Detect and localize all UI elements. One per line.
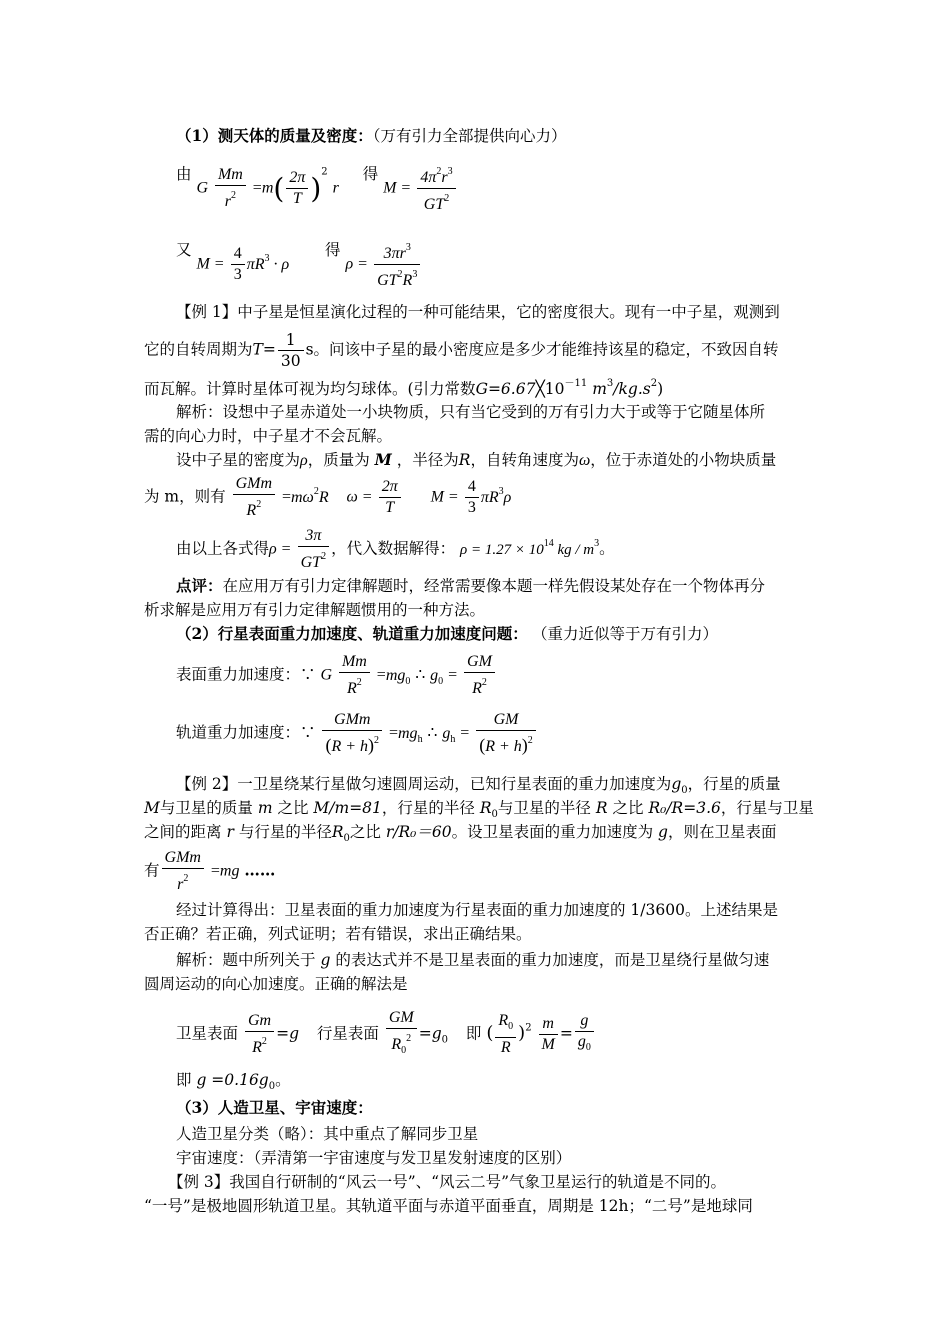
- example-2-text-3b: 与行星的半径: [238, 823, 332, 841]
- example-1-line-3: 而瓦解。计算时星体可视为均匀球体。(引力常数$G=6.67╳10^{-11}$ $m^3/kg.s^2$): [144, 378, 664, 398]
- result-value: ρ = 1.27 × 10: [460, 541, 544, 558]
- example-1-label: 【例 1】: [176, 303, 238, 321]
- example-2-solution: 卫星表面 $\frac{Gm}{R^2}$ =g 行星表面 $\frac{GM}{R_0^2}$ $=g_0$ 即 ( $\frac{R_0}{R}$ )$^2$ $\frac{m}{M}$ = $\frac{g}{g_0}$: [176, 1008, 596, 1061]
- unit-m: m: [592, 380, 607, 398]
- result-exponent: 14: [543, 537, 554, 549]
- word-ji: 即: [465, 1024, 482, 1043]
- ratio-distance: r/R₀＝60: [385, 823, 452, 841]
- review-text-1: 在应用万有引力定律解题时，经常需要像本题一样先假设某处存在一个物体再分: [222, 577, 766, 595]
- ratio-radius: R₀/R=3.6: [648, 799, 721, 817]
- example-2-text-1: 一卫星绕某行星做匀速圆周运动，已知行星表面的重力加速度为: [237, 775, 672, 793]
- setup-text-d: ，自转角速度为: [470, 451, 579, 469]
- unit-rest: /kg.s: [613, 380, 651, 398]
- word-you-2: 有: [144, 861, 160, 880]
- ellipsis: ……: [244, 860, 276, 880]
- example-2-calc-1: 经过计算得出：卫星表面的重力加速度为行星表面的重力加速度的 1/3600。上述结果是: [176, 901, 778, 919]
- example-1-text-2a: 它的自转周期为: [144, 340, 253, 359]
- example-2-calc-2: 否正确？若正确，列式证明；若有错误，求出正确结果。: [144, 925, 532, 943]
- section-2-title: （2）行星表面重力加速度、轨道重力加速度问题：: [176, 624, 528, 643]
- sat-surface-label: 卫星表面: [176, 1024, 239, 1043]
- example-2-text-2a: 与卫星的质量: [159, 799, 253, 817]
- example-2-text-3e: ，则在卫星表面: [667, 823, 777, 841]
- section-1-note: （万有引力全部提供向心力）: [372, 127, 567, 145]
- orbit-label: 轨道重力加速度：∵: [176, 723, 316, 742]
- surface-label: 表面重力加速度：∵: [176, 665, 316, 684]
- example-1-review-1: [176, 576, 765, 596]
- example-2-line-1: 【例 2】一卫星绕某行星做匀速圆周运动，已知行星表面的重力加速度为$g_0$，行星的质量: [176, 775, 781, 796]
- setup-text-c: ，半径为: [396, 451, 459, 469]
- example-2-text-1b: ，行星的质量: [687, 775, 781, 793]
- review-label: 点评：: [176, 576, 223, 595]
- setup-text-f: 为 m，则有: [144, 487, 226, 506]
- section-2-note: （重力近似等于万有引力）: [539, 625, 719, 643]
- section-1-heading: [176, 126, 567, 146]
- section-3-heading: （3）人造卫星、宇宙速度：: [176, 1098, 373, 1117]
- ten: 10: [544, 380, 565, 398]
- example-1-result: 由以上各式得ρ = $\frac{3\pi}{GT^2}$ ，代入数据解得： $\rho = 1.27 \times 10^{14}$ kg / $m^3$。: [176, 527, 615, 571]
- word-by: 由: [176, 165, 192, 183]
- result-end: 。: [599, 539, 615, 558]
- example-3-label: 【例 3】: [168, 1173, 230, 1191]
- example-2-equation: 有 $\frac{\text{GMm}}{r^2}$ =mg ……: [144, 849, 276, 893]
- example-3-line-1: [168, 1172, 726, 1192]
- result-pre: 由以上各式得: [176, 539, 270, 558]
- example-2-text-3a: 之间的距离: [144, 823, 222, 841]
- example-2-line-2: M与卫星的质量 m 之比 M/m=81，行星的半径 $R_0$与卫星的半径 R 之比 R₀/R=3.6，行星与卫星: [144, 799, 814, 820]
- answer-value: g =0.16g: [196, 1071, 269, 1089]
- result-unit: kg / m: [557, 541, 595, 558]
- example-2-answer: 即 $g =0.16g_0$。: [176, 1071, 291, 1092]
- result-mid: ，代入数据解得：: [331, 539, 456, 558]
- setup-text-e: ，位于赤道处的小物块质量: [590, 451, 777, 469]
- section-2-heading: [176, 624, 718, 644]
- example-2-text-2d: 与卫星的半径: [497, 799, 591, 817]
- analysis-text-b: 的表达式并不是卫星表面的重力加速度，而是卫星绕行星做匀速: [335, 951, 770, 969]
- example-1-review-2: 析求解是应用万有引力定律解题惯用的一种方法。: [144, 601, 486, 619]
- example-2-analysis-1: 解析：题中所列关于 g 的表达式并不是卫星表面的重力加速度，而是卫星绕行星做匀速: [176, 951, 770, 969]
- example-3-line-2: “一号”是极地圆形轨道卫星。其轨道平面与赤道平面垂直，周期是 12h；“二号”是地球同: [144, 1197, 753, 1215]
- gravitational-constant: G=6.67: [475, 380, 536, 398]
- word-you: 又: [176, 241, 192, 259]
- example-1-text-3: 而瓦解。计算时星体可视为均匀球体。(引力常数: [144, 380, 476, 398]
- section-3-line-1: 人造卫星分类（略）：其中重点了解同步卫星: [176, 1125, 479, 1143]
- analysis-text-a: 解析：题中所列关于: [176, 951, 316, 969]
- equation-density: 又 M = $\frac{4}{3}$ $\pi R^3 \cdot \rho$ 得 ρ = $\frac{3\pi r^3}{GT^2R^3}$: [176, 238, 422, 291]
- section-3-line-2: 宇宙速度：（弄清第一宇宙速度与发卫星发射速度的区别）: [176, 1149, 572, 1167]
- example-2-text-3c: 之比: [349, 823, 381, 841]
- example-1-line-1: [176, 302, 780, 322]
- example-1-setup-2: 为 m，则有 $\frac{\text{GMm}}{R^2}$ $=m\omega^2R$ ω = $\frac{2\pi}{T}$ M = $\frac{4}{3}$ $\pi R^3\rho$: [144, 475, 512, 519]
- example-2-text-2b: 之比: [277, 799, 309, 817]
- example-2-label: 【例 2】: [176, 775, 238, 793]
- example-1-text-1: 中子星是恒星演化过程的一种可能结果，它的密度很大。现有一中子星，观测到: [237, 303, 780, 321]
- example-2-text-2e: 之比: [612, 799, 644, 817]
- setup-text-b: ，质量为: [307, 451, 370, 469]
- planet-surface-label: 行星表面: [316, 1024, 379, 1043]
- ratio-mass: M/m=81: [313, 799, 382, 817]
- orbit-gravity-equation: 轨道重力加速度：∵ $\frac{\text{GMm}}{(R + h)^2}$ $=mg_h$ ∴ $g_h$ = $\frac{GM}{(R + h)^2}$: [176, 710, 538, 757]
- example-2-text-2f: ，行星与卫星: [720, 799, 814, 817]
- setup-text-a: 设中子星的密度为: [176, 451, 301, 469]
- word-de-2: 得: [325, 241, 341, 259]
- example-2-text-3d: 。设卫星表面的重力加速度为: [451, 823, 654, 841]
- example-3-text-1: 我国自行研制的“风云一号”、“风云二号”气象卫星运行的轨道是不同的。: [229, 1173, 726, 1191]
- example-1-analysis-1: 解析：设想中子星赤道处一小块物质，只有当它受到的万有引力大于或等于它随星体所: [176, 403, 766, 421]
- answer-pre: 即: [176, 1071, 192, 1089]
- surface-gravity-equation: 表面重力加速度：∵ G $\frac{Mm}{R^2}$ $=mg_0$ ∴ $g_0$ = $\frac{GM}{R^2}$: [176, 652, 497, 699]
- example-2-line-3: 之间的距离 r 与行星的半径$R_0$之比 r/R₀＝60。设卫星表面的重力加速度为 g，则在卫星表面: [144, 823, 777, 844]
- close-paren: ): [657, 380, 664, 398]
- equation-mass: 由 G $\frac{Mm}{r^2}$ =m( $\frac{2\pi}{T}$ )$^2$ r 得 M = $\frac{4\pi^2r^3}{GT^2}$: [176, 162, 458, 215]
- example-2-text-2c: ，行星的半径: [381, 799, 475, 817]
- word-de: 得: [362, 165, 379, 183]
- example-1-analysis-2: 需的向心力时，中子星才不会瓦解。: [144, 427, 393, 445]
- example-2-analysis-2: 圆周运动的向心加速度。正确的解法是: [144, 975, 408, 993]
- section-1-title: （1）测天体的质量及密度：: [176, 126, 373, 145]
- example-1-text-2b: s。问该中子星的最小密度应是多少才能维持该星的稳定，不致因自转: [305, 340, 779, 359]
- example-1-setup-1: 设中子星的密度为ρ，质量为 M ，半径为R，自转角速度为ω，位于赤道处的小物块质量: [176, 450, 777, 469]
- exponent: －11: [564, 378, 588, 389]
- example-1-line-2: 它的自转周期为T= $\frac{1}{30}$ s。问该中子星的最小密度应是多少才能维持该星的稳定，不致因自转: [144, 331, 779, 370]
